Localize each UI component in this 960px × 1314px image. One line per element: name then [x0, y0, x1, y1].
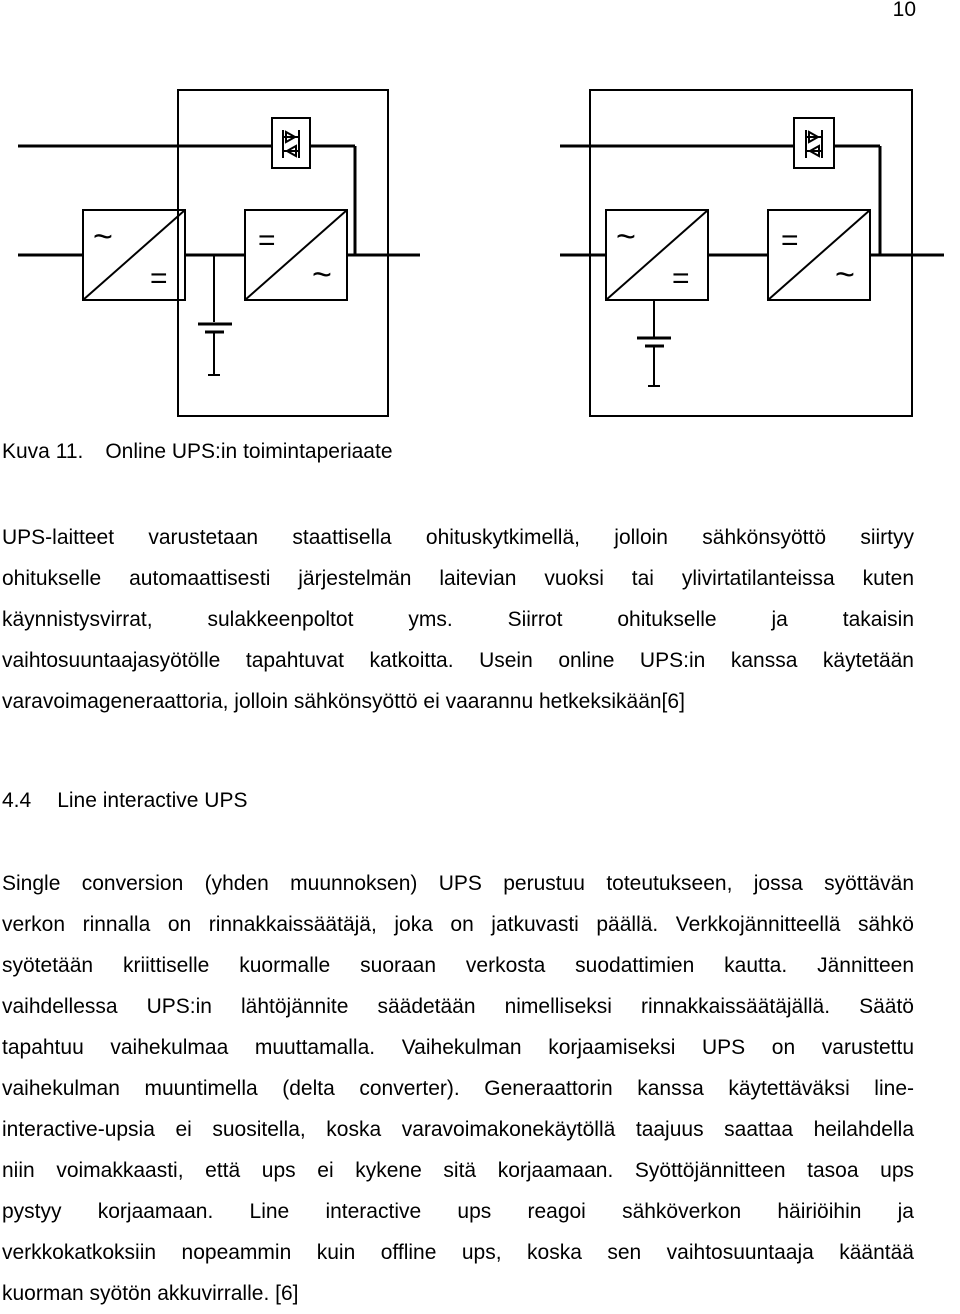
static-switch [794, 118, 834, 168]
paragraph-line: verkkokatkoksiin nopeammin kuin offline ups, koska sen vaihtosuuntaaja kääntää [2, 1241, 914, 1264]
paragraph-line: tapahtuu vaihekulmaa muuttamalla. Vaihekulman korjaamiseksi UPS on varustettu [2, 1036, 914, 1059]
paragraph-line: vaihekulman muuntimella (delta converter). Generaattorin kanssa käytettäväksi line- [2, 1077, 914, 1100]
ups-diagram-right [560, 90, 944, 416]
paragraph-line: kuorman syötön akkuvirralle. [6] [2, 1282, 299, 1305]
paragraph-bypass [2, 517, 914, 722]
static-switch [272, 118, 310, 168]
dc-symbol: = [672, 262, 690, 295]
dc-symbol: = [150, 262, 168, 295]
dc-symbol: = [781, 224, 799, 257]
rectifier-block [83, 210, 185, 300]
section-heading [2, 789, 247, 813]
paragraph-line: käynnistysvirrat, sulakkeenpoltot yms. Siirrot ohitukselle ja takaisin [2, 608, 914, 631]
rectifier-block [606, 210, 708, 300]
section-number: 4.4 [2, 789, 32, 812]
paragraph-line: Single conversion (yhden muunnoksen) UPS perustuu toteutukseen, jossa syöttävän [2, 872, 914, 895]
ac-symbol: ~ [93, 218, 113, 256]
caption-title: Online UPS:in toimintaperiaate [105, 440, 393, 463]
paragraph-line: ohitukselle automaattisesti järjestelmän laitevian vuoksi tai ylivirtatilanteissa kuten [2, 567, 914, 590]
paragraph-line: syötetään kriittiselle kuormalle suoraan verkosta suodattimien kautta. Jännitteen [2, 954, 914, 977]
paragraph-line: verkon rinnalla on rinnakkaissäätäjä, joka on jatkuvasti päällä. Verkkojännitteellä sähkö [2, 913, 914, 936]
ac-symbol: ~ [616, 218, 636, 256]
ups-diagram [0, 80, 960, 420]
inverter-block [245, 210, 347, 300]
paragraph-line: UPS-laitteet varustetaan staattisella ohituskytkimellä, jolloin sähkönsyöttö siirtyy [2, 526, 914, 549]
enclosure-box [590, 90, 912, 416]
paragraph-line: vaihtosuuntaajasyötölle tapahtuvat katkoitta. Usein online UPS:in kanssa käytetään [2, 649, 914, 672]
battery-icon [637, 300, 671, 386]
dc-symbol: = [258, 224, 276, 257]
figure-caption [2, 440, 393, 464]
paragraph-line: interactive-upsia ei suositella, koska varavoimakonekäytöllä taajuus saattaa heilahdella [2, 1118, 914, 1141]
thyristor-icon [283, 130, 299, 158]
ac-symbol: ~ [312, 256, 332, 294]
paragraph-line-interactive [2, 863, 914, 1314]
paragraph-line: niin voimakkaasti, että ups ei kykene sitä korjaamaan. Syöttöjännitteen tasoa ups [2, 1159, 914, 1182]
inverter-block [768, 210, 870, 300]
thyristor-icon [806, 130, 822, 158]
page-number: 10 [892, 0, 916, 21]
paragraph-line: varavoimageneraattoria, jolloin sähkönsyöttö ei vaarannu hetkeksikään[6] [2, 690, 685, 713]
battery-icon [198, 255, 232, 375]
caption-label: Kuva 11. [2, 440, 84, 463]
ac-symbol: ~ [835, 256, 855, 294]
paragraph-line: vaihdellessa UPS:in lähtöjännite säädetään nimelliseksi rinnakkaissäätäjällä. Säätö [2, 995, 914, 1018]
section-title: Line interactive UPS [57, 789, 248, 812]
paragraph-line: pystyy korjaamaan. Line interactive ups reagoi sähköverkon häiriöihin ja [2, 1200, 914, 1223]
ups-diagram-left [18, 90, 420, 416]
